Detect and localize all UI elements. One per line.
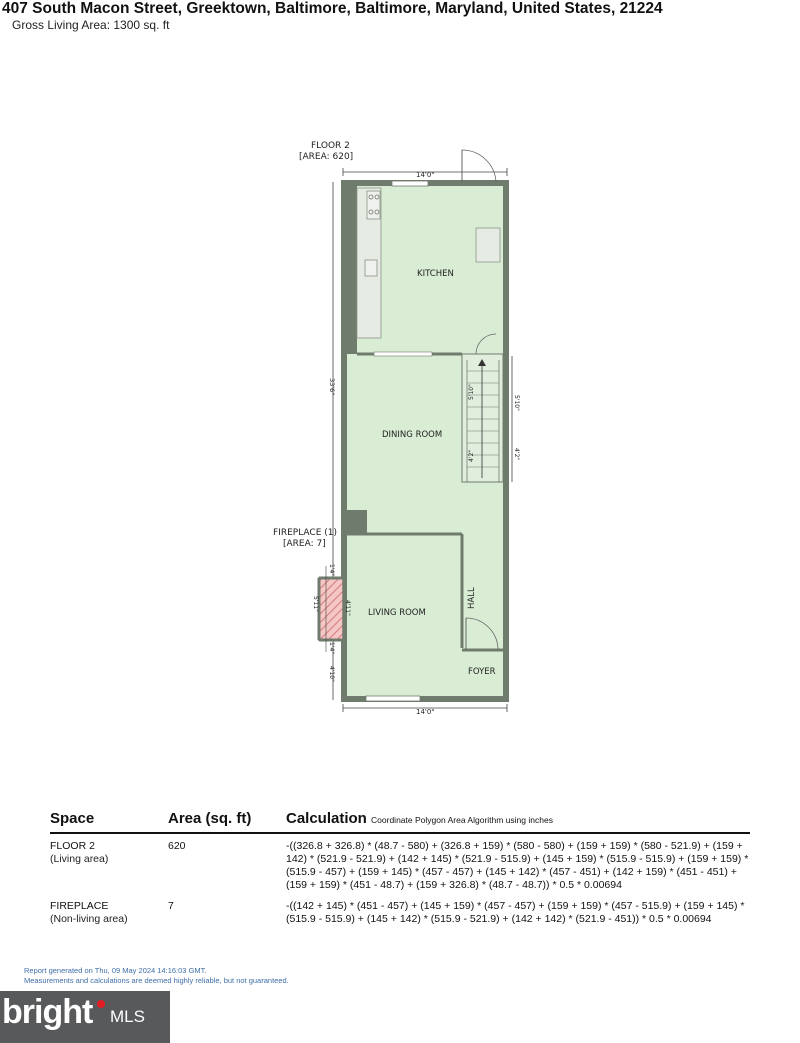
- logo-bright-text: bright: [2, 993, 93, 1031]
- area-table: [50, 808, 750, 940]
- row-calculation: -((326.8 + 326.8) * (48.7 - 580) + (326.8 + 159) * (580 - 580) + (159 + 159) * (580 - 521.9) + (159 + 142) * (521.9 - 521.9) + (142 + 145) * (521.9 - 515.9) + (145 + 159) * (515.9 - 515.9) + (159 + 159) * (515.9 - 457) + (159 + 145) * (457 - 457) + (145 + 142) * (457 - 451) + (142 + 159) * (451 - 451) + (159 + 159) * (451 - 48.7) + (159 + 326.8) * (48.7 - 48.7)) * 0.5 * 0.00694: [286, 840, 749, 891]
- dim-fireplace-width: 5'11": [312, 596, 319, 612]
- logo-dot-icon: [97, 1000, 105, 1008]
- floor-label: FLOOR 2: [311, 141, 350, 151]
- header-calculation: [286, 810, 553, 827]
- row-space: FLOOR 2: [50, 840, 95, 852]
- bright-mls-logo: [0, 991, 170, 1043]
- row-space-type: (Living area): [50, 853, 109, 865]
- property-address: 407 South Macon Street, Greektown, Baltimore, Baltimore, Maryland, United States, 21224: [2, 0, 663, 17]
- dim-right-a: 5'10": [513, 395, 520, 411]
- room-label-foyer: FOYER: [468, 667, 496, 677]
- dim-left-bottom: 4'10": [328, 666, 335, 682]
- room-label-hall: HALL: [467, 587, 477, 609]
- dim-bottom-width: 14'0": [416, 708, 435, 716]
- wall-right: [503, 180, 509, 702]
- row-space: FIREPLACE: [50, 900, 109, 912]
- dim-left-length: 33'6": [328, 378, 336, 396]
- report-disclaimer: Measurements and calculations are deemed highly reliable, but not guaranteed.: [24, 976, 289, 985]
- dim-stair-a: 5'10": [468, 384, 475, 400]
- dim-fireplace-inner: 4'11": [344, 600, 351, 616]
- dim-right-b: 4'2": [513, 448, 520, 461]
- window-top: [392, 181, 428, 186]
- row-area: 7: [168, 900, 174, 912]
- fridge-icon: [476, 228, 500, 262]
- header-space: Space: [50, 810, 95, 827]
- table-row: [50, 900, 750, 940]
- dim-stair-b: 4'2": [468, 449, 475, 462]
- window-bottom: [366, 696, 420, 701]
- row-space-type: (Non-living area): [50, 913, 128, 925]
- row-area: 620: [168, 840, 186, 852]
- report-footer: [24, 966, 289, 986]
- row-calculation: -((142 + 145) * (451 - 457) + (145 + 159) * (457 - 457) + (159 + 159) * (457 - 515.9) + (159 + 145) * (515.9 - 515.9) + (145 + 142) * (515.9 - 521.9) + (142 + 142) * (521.9 - 451)) * 0.5 * 0.00694: [286, 900, 745, 925]
- dim-fireplace-side-a: 1'4": [328, 564, 335, 577]
- fireplace-area-label: [AREA: 7]: [283, 539, 326, 549]
- header-calculation-label: Calculation: [286, 810, 367, 827]
- header-area: Area (sq. ft): [168, 810, 252, 827]
- report-generated: Report generated on Thu, 09 May 2024 14:16:03 GMT.: [24, 966, 207, 975]
- room-label-dining-room: DINING ROOM: [382, 430, 443, 440]
- logo-mls-text: MLS: [110, 1007, 145, 1026]
- dim-fireplace-side-b: 1'4": [328, 642, 335, 655]
- floor-area-label: [AREA: 620]: [299, 152, 354, 162]
- gross-living-area: Gross Living Area: 1300 sq. ft: [12, 18, 170, 32]
- dim-top-width: 14'0": [416, 171, 435, 179]
- header-calculation-note: Coordinate Polygon Area Algorithm using inches: [371, 815, 553, 825]
- room-label-living-room: LIVING ROOM: [368, 608, 426, 618]
- sink-icon: [365, 260, 377, 276]
- room-label-kitchen: KITCHEN: [417, 269, 454, 279]
- fireplace: [319, 578, 343, 640]
- fireplace-label: FIREPLACE (1): [273, 528, 337, 538]
- area-table-header: [50, 808, 750, 834]
- table-row: [50, 840, 750, 900]
